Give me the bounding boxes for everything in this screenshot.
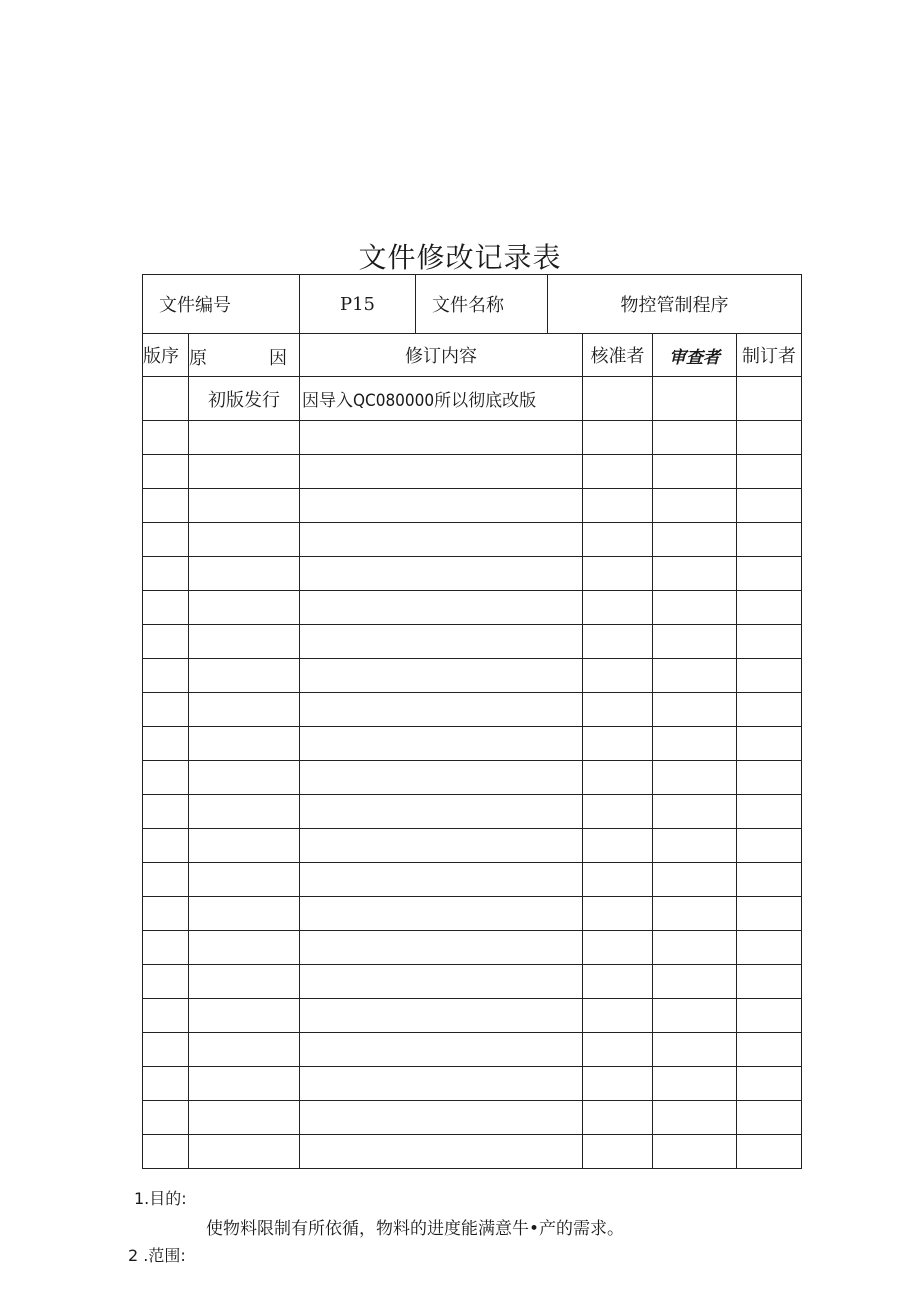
empty-cell xyxy=(300,1067,583,1101)
empty-cell xyxy=(143,999,189,1033)
empty-cell xyxy=(583,659,653,693)
empty-cell xyxy=(737,693,802,727)
empty-cell xyxy=(737,897,802,931)
empty-cell xyxy=(300,421,583,455)
col-approver: 核准者 xyxy=(583,334,653,377)
table-row xyxy=(143,625,802,659)
empty-cell xyxy=(189,421,300,455)
empty-cell xyxy=(737,523,802,557)
empty-cell xyxy=(737,999,802,1033)
col-reason-left: 原 xyxy=(189,348,207,369)
empty-cell xyxy=(143,727,189,761)
empty-cell xyxy=(653,659,737,693)
table-row xyxy=(143,455,802,489)
empty-cell xyxy=(653,829,737,863)
empty-cell xyxy=(300,1101,583,1135)
empty-cell xyxy=(737,659,802,693)
empty-cell xyxy=(143,625,189,659)
table-row xyxy=(143,523,802,557)
empty-cell xyxy=(737,1135,802,1169)
empty-cell xyxy=(583,421,653,455)
page-title: 文件修改记录表 xyxy=(358,241,562,274)
table-row xyxy=(143,795,802,829)
empty-cell xyxy=(737,1067,802,1101)
col-reason xyxy=(189,334,300,377)
empty-cell xyxy=(189,727,300,761)
table-row xyxy=(143,727,802,761)
section-1-text: 使物料限制有所依循，物料的进度能满意牛•产的需求。 xyxy=(206,1219,625,1239)
empty-cell xyxy=(737,489,802,523)
empty-cell xyxy=(143,829,189,863)
doc-number-label: 文件编号 xyxy=(143,275,300,334)
header-table xyxy=(142,274,802,334)
empty-cell xyxy=(583,591,653,625)
empty-cell xyxy=(583,455,653,489)
header-row xyxy=(143,275,802,334)
empty-cell xyxy=(653,557,737,591)
doc-name-value: 物控管制程序 xyxy=(548,275,802,334)
table-row xyxy=(143,897,802,931)
empty-cell xyxy=(583,829,653,863)
empty-cell xyxy=(653,1135,737,1169)
table-row xyxy=(143,999,802,1033)
empty-cell xyxy=(189,795,300,829)
revision-record-form xyxy=(142,274,801,1169)
empty-cell xyxy=(737,1033,802,1067)
empty-cell xyxy=(737,727,802,761)
empty-cell xyxy=(653,523,737,557)
empty-cell xyxy=(189,1101,300,1135)
empty-cell xyxy=(143,489,189,523)
empty-cell xyxy=(189,965,300,999)
col-reason-right: 因 xyxy=(269,348,287,369)
empty-cell xyxy=(737,421,802,455)
empty-cell xyxy=(300,795,583,829)
col-author: 制订者 xyxy=(737,334,802,377)
empty-cell xyxy=(300,659,583,693)
table-row xyxy=(143,489,802,523)
empty-cell xyxy=(143,693,189,727)
empty-cell xyxy=(737,965,802,999)
empty-cell xyxy=(143,761,189,795)
table-row xyxy=(143,829,802,863)
empty-cell xyxy=(143,931,189,965)
empty-cell xyxy=(583,999,653,1033)
table-row xyxy=(143,761,802,795)
empty-cell xyxy=(737,795,802,829)
empty-cell xyxy=(653,795,737,829)
empty-cell xyxy=(653,625,737,659)
empty-cell xyxy=(737,863,802,897)
empty-cell xyxy=(143,897,189,931)
empty-cell xyxy=(653,455,737,489)
empty-cell xyxy=(653,863,737,897)
empty-cell xyxy=(143,1033,189,1067)
empty-cell xyxy=(189,761,300,795)
empty-cell xyxy=(189,557,300,591)
empty-cell xyxy=(737,931,802,965)
empty-cell xyxy=(653,761,737,795)
empty-cell xyxy=(583,1067,653,1101)
table-row xyxy=(143,1033,802,1067)
empty-cell xyxy=(189,1033,300,1067)
empty-cell xyxy=(583,795,653,829)
empty-cell xyxy=(583,1135,653,1169)
empty-cell xyxy=(300,591,583,625)
empty-cell xyxy=(189,829,300,863)
empty-cell xyxy=(189,489,300,523)
empty-cell xyxy=(143,863,189,897)
empty-cell xyxy=(583,693,653,727)
empty-cell xyxy=(189,523,300,557)
empty-cell xyxy=(143,421,189,455)
empty-cell xyxy=(653,693,737,727)
section-1-heading: 1.目的: xyxy=(134,1189,187,1208)
column-header-row xyxy=(143,334,802,377)
empty-cell xyxy=(583,625,653,659)
revision-table xyxy=(142,333,802,1169)
section-2-heading: 2 .范围: xyxy=(128,1246,186,1265)
empty-cell xyxy=(189,659,300,693)
empty-cell xyxy=(653,1067,737,1101)
empty-cell xyxy=(143,659,189,693)
empty-cell xyxy=(583,727,653,761)
empty-cell xyxy=(300,829,583,863)
empty-cell xyxy=(583,965,653,999)
table-row xyxy=(143,1067,802,1101)
empty-cell xyxy=(300,999,583,1033)
empty-cell xyxy=(653,421,737,455)
empty-cell xyxy=(189,591,300,625)
table-row xyxy=(143,863,802,897)
table-row xyxy=(143,965,802,999)
empty-cell xyxy=(300,863,583,897)
empty-cell xyxy=(300,625,583,659)
empty-cell xyxy=(653,999,737,1033)
empty-cell xyxy=(189,455,300,489)
empty-cell xyxy=(583,489,653,523)
empty-cell xyxy=(583,557,653,591)
empty-cell xyxy=(300,761,583,795)
empty-cell xyxy=(189,931,300,965)
empty-cell xyxy=(583,761,653,795)
doc-number-value: P15 xyxy=(300,275,416,334)
empty-cell xyxy=(300,727,583,761)
empty-cell xyxy=(737,455,802,489)
empty-cell xyxy=(143,455,189,489)
empty-cell xyxy=(143,965,189,999)
cell-content: 因导入QC080000所以彻底改版 xyxy=(300,377,583,421)
empty-cell xyxy=(300,557,583,591)
table-row xyxy=(143,1135,802,1169)
table-row xyxy=(143,659,802,693)
empty-cell xyxy=(189,897,300,931)
empty-cell xyxy=(583,1033,653,1067)
empty-cell xyxy=(300,1135,583,1169)
empty-cell xyxy=(737,829,802,863)
table-row xyxy=(143,693,802,727)
empty-cell xyxy=(653,727,737,761)
cell-seq xyxy=(143,377,189,421)
empty-cell xyxy=(653,1101,737,1135)
cell-reviewer xyxy=(653,377,737,421)
empty-cell xyxy=(737,557,802,591)
empty-cell xyxy=(189,625,300,659)
empty-cell xyxy=(737,761,802,795)
table-row xyxy=(143,557,802,591)
empty-cell xyxy=(583,1101,653,1135)
empty-cell xyxy=(189,1135,300,1169)
cell-author xyxy=(737,377,802,421)
col-content: 修订内容 xyxy=(300,334,583,377)
table-row xyxy=(143,591,802,625)
empty-cell xyxy=(653,897,737,931)
table-row xyxy=(143,1101,802,1135)
empty-cell xyxy=(143,591,189,625)
empty-cell xyxy=(143,795,189,829)
empty-cell xyxy=(583,523,653,557)
empty-cell xyxy=(583,897,653,931)
empty-cell xyxy=(189,1067,300,1101)
col-seq: 版序 xyxy=(143,334,189,377)
table-row xyxy=(143,931,802,965)
empty-cell xyxy=(300,523,583,557)
empty-cell xyxy=(189,863,300,897)
empty-cell xyxy=(653,965,737,999)
empty-cell xyxy=(653,591,737,625)
cell-approver xyxy=(583,377,653,421)
empty-cell xyxy=(737,1101,802,1135)
empty-cell xyxy=(143,1101,189,1135)
empty-cell xyxy=(653,931,737,965)
empty-cell xyxy=(143,1135,189,1169)
empty-cell xyxy=(189,999,300,1033)
empty-cell xyxy=(143,1067,189,1101)
empty-cell xyxy=(189,693,300,727)
empty-cell xyxy=(653,489,737,523)
empty-cell xyxy=(300,693,583,727)
empty-cell xyxy=(300,965,583,999)
empty-cell xyxy=(300,931,583,965)
empty-cell xyxy=(737,591,802,625)
table-row xyxy=(143,421,802,455)
empty-cell xyxy=(583,863,653,897)
doc-name-label: 文件名称 xyxy=(416,275,548,334)
empty-cell xyxy=(653,1033,737,1067)
empty-cell xyxy=(143,557,189,591)
table-row xyxy=(143,377,802,421)
empty-cell xyxy=(143,523,189,557)
empty-cell xyxy=(300,897,583,931)
empty-cell xyxy=(300,1033,583,1067)
empty-cell xyxy=(583,931,653,965)
col-reviewer: 审查者 xyxy=(653,334,737,377)
empty-cell xyxy=(300,455,583,489)
empty-cell xyxy=(737,625,802,659)
cell-reason: 初版发行 xyxy=(189,377,300,421)
empty-cell xyxy=(300,489,583,523)
